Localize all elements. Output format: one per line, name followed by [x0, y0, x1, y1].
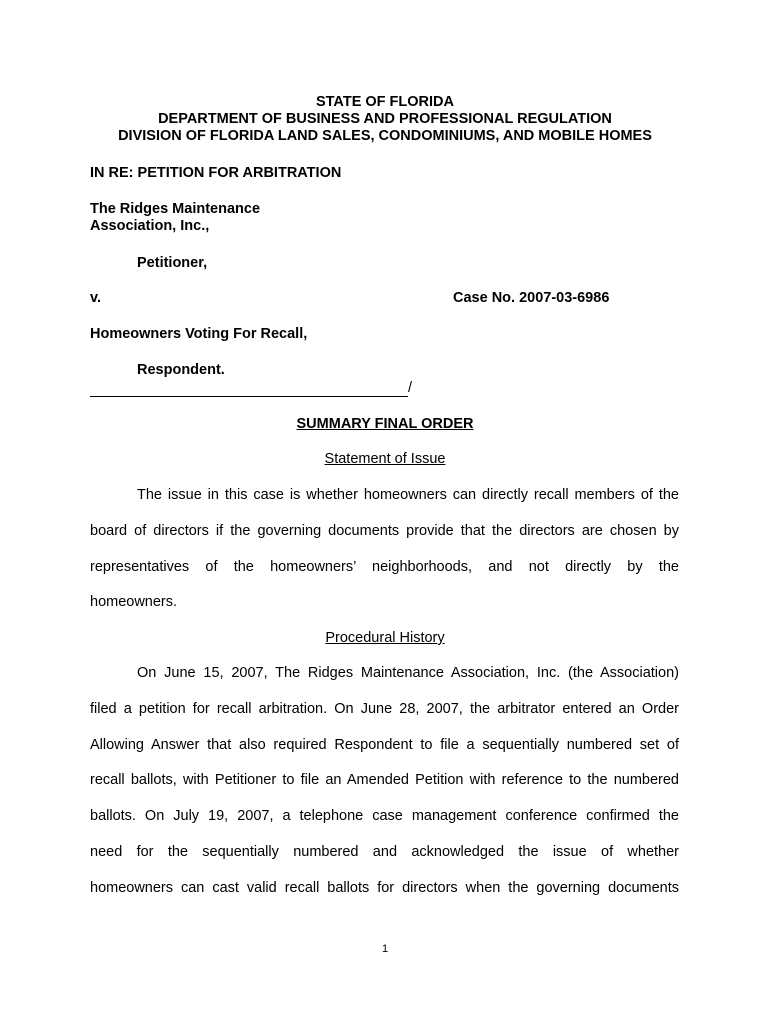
statement-line: board of directors if the governing documents provide that the directors are chosen by — [90, 523, 679, 539]
petitioner-name-line1: The Ridges Maintenance — [90, 201, 261, 217]
respondent-name: Homeowners Voting For Recall, — [90, 326, 308, 342]
statement-line: representatives of the homeowners’ neighborhoods, and not directly by the — [90, 559, 679, 575]
statement-line: The issue in this case is whether homeowners can directly recall members of the — [137, 487, 679, 503]
in-re-line: IN RE: PETITION FOR ARBITRATION — [90, 165, 342, 181]
caption-rule — [90, 396, 408, 397]
statement-line: homeowners. — [90, 594, 178, 610]
procedural-line: filed a petition for recall arbitration. On June 28, 2007, the arbitrator entered an Order — [90, 701, 679, 717]
caption-slash: / — [408, 380, 413, 396]
procedural-line: Allowing Answer that also required Respondent to file a sequentially numbered set of — [90, 737, 679, 753]
versus: v. — [90, 290, 102, 306]
respondent-role: Respondent. — [137, 362, 225, 378]
petitioner-name-line2: Association, Inc., — [90, 218, 210, 234]
header-division: DIVISION OF FLORIDA LAND SALES, CONDOMINIUMS, AND MOBILE HOMES — [118, 128, 652, 144]
procedural-line: recall ballots, with Petitioner to file an Amended Petition with reference to the numbered — [90, 772, 679, 788]
order-title: SUMMARY FINAL ORDER — [296, 416, 474, 432]
page-number: 1 — [381, 943, 389, 955]
procedural-line: ballots. On July 19, 2007, a telephone case management conference confirmed the — [90, 808, 679, 824]
header-department: DEPARTMENT OF BUSINESS AND PROFESSIONAL REGULATION — [158, 111, 612, 127]
procedural-line: On June 15, 2007, The Ridges Maintenance Association, Inc. (the Association) — [137, 665, 679, 681]
procedural-line: homeowners can cast valid recall ballots for directors when the governing documents — [90, 880, 679, 896]
petitioner-role: Petitioner, — [137, 255, 208, 271]
header-state: STATE OF FLORIDA — [315, 94, 454, 110]
procedural-line: need for the sequentially numbered and acknowledged the issue of whether — [90, 844, 679, 860]
case-number: Case No. 2007-03-6986 — [453, 290, 610, 306]
procedural-heading: Procedural History — [325, 630, 445, 646]
statement-heading: Statement of Issue — [324, 451, 446, 467]
